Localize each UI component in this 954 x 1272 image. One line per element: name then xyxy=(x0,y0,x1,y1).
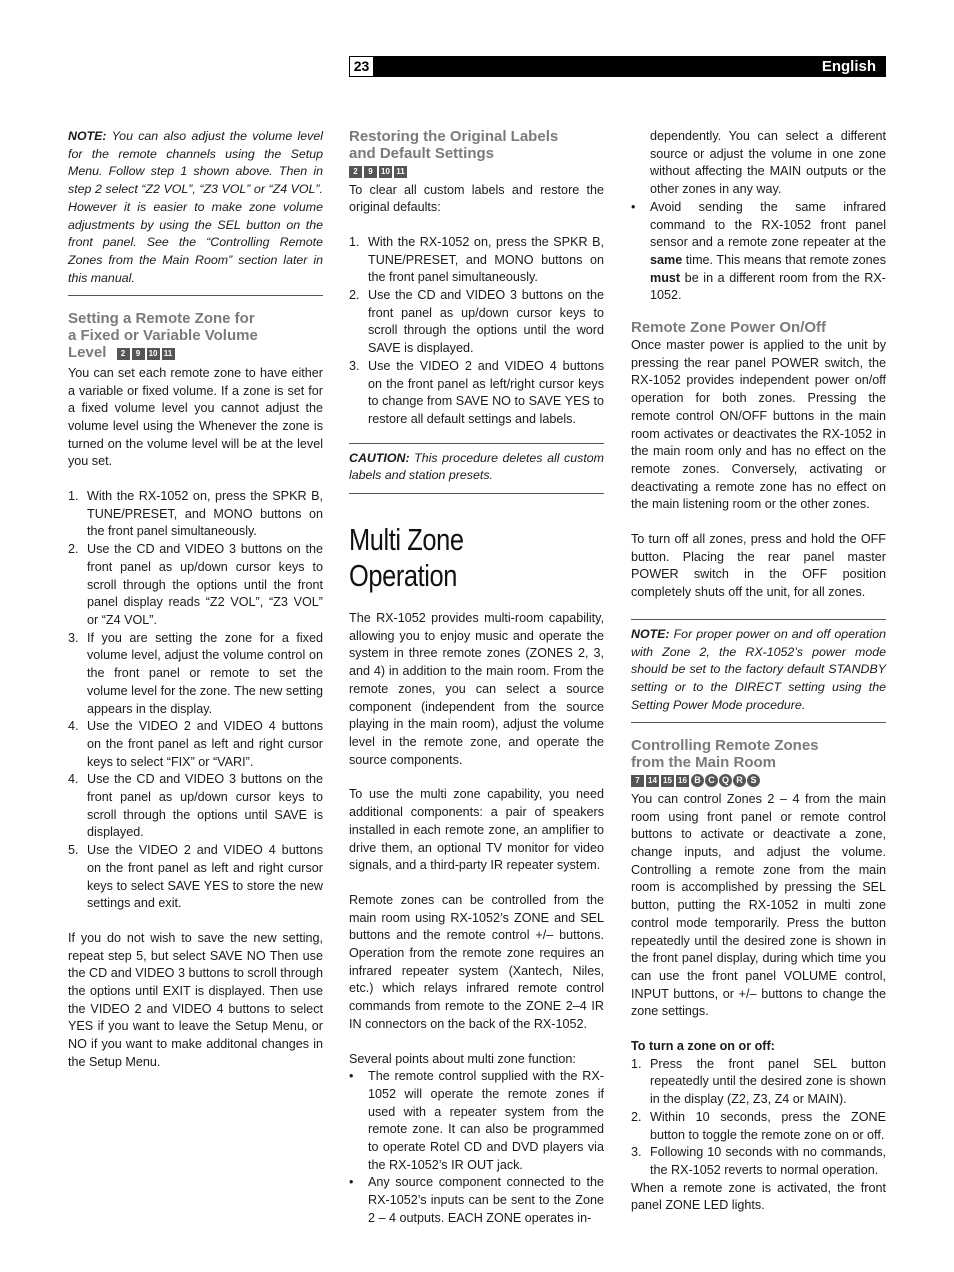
button-reference-badges xyxy=(117,345,177,362)
column-left xyxy=(68,128,323,1072)
paragraph: The RX-1052 provides multi-room capability, allowing you to enjoy music and operate the system in three remote zones (ZONES 2, 3, and 4) in addition to the main room. From the remote zones, you can select a source component (independent from the source playing in the main room), adjust the volume level in the remote zone, and operate the source components. xyxy=(349,611,604,767)
list-item: 3. Following 10 seconds with no commands, the RX-1052 reverts to normal operation. xyxy=(631,1145,886,1177)
title-line: Controlling Remote Zones xyxy=(631,737,819,755)
badge-icon: C xyxy=(705,774,718,787)
list-item: • Avoid sending the same infrared command to the RX-1052 front panel sensor and a remote zone repeater at the same time. This means that remote zones must be in a different room from the RX-1052. xyxy=(631,199,886,303)
page-number: 23 xyxy=(349,56,374,77)
paragraph: You can control Zones 2 – 4 from the main room using front panel or remote control buttons to activate or deactivate a zone, change inputs, and adjust the volume. Controlling a remote zone from the main room is accomplished by pressing the SEL button, putting the RX-1052 in multi zone control mode temporarily. Press the button repeatedly until the desired zone is shown in the front panel display, during which time you can use the front panel VOLUME control, INPUT buttons, or +/– buttons to change the zone settings. xyxy=(631,791,886,1019)
badge-icon: S xyxy=(747,774,760,787)
badge-icon: 2 xyxy=(349,166,362,178)
volume-note xyxy=(68,128,323,296)
column-right xyxy=(631,128,886,1215)
title-line: and Default Settings xyxy=(349,145,495,162)
section-title-power: Remote Zone Power On/Off xyxy=(631,319,827,337)
note-text: You can also adjust the volume level for the remote channels using the Setup Menu. Follow step 1 shown above. Then in step 2 select “Z2 VOL”, “Z3 VOL” or “Z4 VOL”. However it is easier to make zone volume adjustments by using the SEL button on the front panel. See the “Controlling Remote Zones from the Main Room” section later in this manual. xyxy=(68,129,323,285)
title-line: Level xyxy=(68,344,107,362)
list-item: • Any source component connected to the RX-1052’s inputs can be sent to the Zone 2 – 4 outputs. EACH ZONE operates in- xyxy=(349,1175,604,1225)
title-line: from the Main Room xyxy=(631,754,776,772)
list-item: 5. Use the VIDEO 2 and VIDEO 4 buttons on the front panel as left and right cursor keys to select SAVE YES to store the new settings and exit. xyxy=(68,843,323,911)
list-item: 1. With the RX-1052 on, press the SPKR B, TUNE/PRESET, and MONO buttons on the front panel simultaneously. xyxy=(68,489,323,539)
badge-icon: 9 xyxy=(132,348,145,360)
column-middle xyxy=(349,128,604,1228)
list-item: 4. Use the CD and VIDEO 3 buttons on the front panel as up/down cursor keys to scroll through the options until SAVE is displayed. xyxy=(68,772,323,840)
paragraph: Remote zones can be controlled from the main room using RX-1052’s ZONE and SEL buttons and the remote control +/– buttons. Operation from the remote zone requires an infrared repeater system (Xantech, Niles, etc.) which relays infrared remote control commands from remote to the ZONE 2–4 IR IN connectors on the back of the RX-1052. xyxy=(349,892,604,1031)
badge-icon: 9 xyxy=(364,166,377,178)
subheading-turn-zone: To turn a zone on or off: xyxy=(631,1039,775,1054)
outro-paragraph: If you do not wish to save the new setting, repeat step 5, but select SAVE NO Then use the CD and VIDEO 3 buttons to scroll through the options until EXIT is displayed. Then use the VIDEO 2 and VIDEO 4 buttons to select YES if you want to leave the Setup Menu, or NO if you want to make additonal changes in the Setup Menu. xyxy=(68,930,323,1069)
badge-icon: 15 xyxy=(661,775,674,787)
paragraph: To turn off all zones, press and hold the OFF button. Placing the rear panel master POWER switch in the OFF position completely shuts off the unit, for all zones. xyxy=(631,532,886,600)
button-reference-badges xyxy=(631,772,761,789)
list-item: 3. If you are setting the zone for a fixed volume level, adjust the volume control on the front panel or remote to set the volume level for the zone. The new setting appears in the display. xyxy=(68,630,323,716)
badge-icon: 11 xyxy=(162,348,175,360)
list-item: 4. Use the VIDEO 2 and VIDEO 4 buttons on the front panel as left and right cursor keys to select “FIX” or “VARI”. xyxy=(68,719,323,769)
bullet-list xyxy=(631,199,886,305)
list-item: 2. Use the CD and VIDEO 3 buttons on the front panel as up/down cursor keys to scroll through the options until the front panel display reads “Z2 VOL”, “Z3 VOL” or “Z4 VOL”. xyxy=(68,542,323,627)
steps-list xyxy=(68,488,323,913)
language-label: English xyxy=(821,58,876,75)
badge-icon: 2 xyxy=(117,348,130,360)
badge-icon: B xyxy=(691,774,704,787)
main-title: Multi Zone Operation xyxy=(349,522,464,594)
note-label: NOTE: xyxy=(631,626,670,641)
power-note xyxy=(631,619,886,724)
badge-icon: Q xyxy=(719,774,732,787)
badge-icon: R xyxy=(733,774,746,787)
badge-icon: 7 xyxy=(631,775,644,787)
title-line: Restoring the Original Labels xyxy=(349,128,559,145)
caution-label: CAUTION: xyxy=(349,450,410,465)
badge-icon: 14 xyxy=(646,775,659,787)
continued-text: dependently. You can select a different source or adjust the volume in one zone without affecting the MAIN outputs or the other zones in any way. xyxy=(650,129,886,197)
list-item: 1. Press the front panel SEL button repeatedly until the desired zone is shown in the display (Z2, Z3, Z4 or MAIN). xyxy=(631,1056,886,1107)
paragraph: Several points about multi zone function: xyxy=(349,1051,576,1066)
intro-paragraph: You can set each remote zone to have either a variable or fixed volume. If a zone is set for a fixed volume level you cannot adjust the volume level using the Whenever the zone is turned on the volume level will be at the level you set. xyxy=(68,365,323,469)
list-item: • The remote control supplied with the RX-1052 will operate the remote zones if used with a repeater system from the remote zone. It can also be programmed to operate Rotel CD and DVD players via the RX-1052’s IR OUT jack. xyxy=(349,1069,604,1172)
badge-icon: 11 xyxy=(394,166,407,178)
section-title-fixed-variable xyxy=(68,310,323,362)
paragraph: Once master power is applied to the unit by pressing the rear panel POWER switch, the RX-1052 provides independent power on/off operation for both zones. Pressing the remote control ON/OFF buttons in the main room activates or deactivates the RX-1052 in the main room only and has no effect on the remote zones. Conversely, activating or deactivating a remote zone has no effect on the main listening room or the other zones. xyxy=(631,338,886,512)
section-title-restore-defaults xyxy=(349,128,604,180)
title-line: Setting a Remote Zone for xyxy=(68,310,255,328)
list-item: 2. Use the CD and VIDEO 3 buttons on the front panel as up/down cursor keys to scroll through the options until the word SAVE is displayed. xyxy=(349,288,604,356)
button-reference-badges xyxy=(349,163,409,180)
paragraph: When a remote zone is activated, the front panel ZONE LED lights. xyxy=(631,1180,886,1213)
paragraph: To use the multi zone capability, you need additional components: a pair of speakers installed in each remote zone, an amplifier to drive them, an optional TV monitor for video signals, and a third-party IR repeater system. xyxy=(349,787,604,873)
caution-text: This procedure deletes all custom labels and station presets. xyxy=(349,450,604,483)
caution-box xyxy=(349,443,604,494)
note-text: For proper power on and off operation with Zone 2, the RX-1052’s power mode should be set to the factory default STANDBY setting or to the DIRECT setting using the Setting Power Mode procedure. xyxy=(631,626,886,712)
list-item: 2. Within 10 seconds, press the ZONE button to toggle the remote zone on or off. xyxy=(631,1109,886,1142)
page-header-bar xyxy=(349,56,886,77)
list-item: 3. Use the VIDEO 2 and VIDEO 4 buttons on the front panel as left/right cursor keys to change from SAVE NO to SAVE YES to restore all default settings and labels. xyxy=(349,358,604,426)
intro-paragraph: To clear all custom labels and restore the original defaults: xyxy=(349,182,604,215)
badge-icon: 10 xyxy=(147,348,160,360)
steps-list xyxy=(349,234,604,429)
note-label: NOTE: xyxy=(68,129,107,143)
steps-list xyxy=(631,1056,886,1180)
list-item: 1. With the RX-1052 on, press the SPKR B, TUNE/PRESET, and MONO buttons on the front panel simultaneously. xyxy=(349,234,604,285)
bullet-list xyxy=(349,1068,604,1227)
badge-icon: 16 xyxy=(676,775,689,787)
section-title-controlling-zones xyxy=(631,737,886,789)
badge-icon: 10 xyxy=(379,166,392,178)
title-line: a Fixed or Variable Volume xyxy=(68,327,258,345)
